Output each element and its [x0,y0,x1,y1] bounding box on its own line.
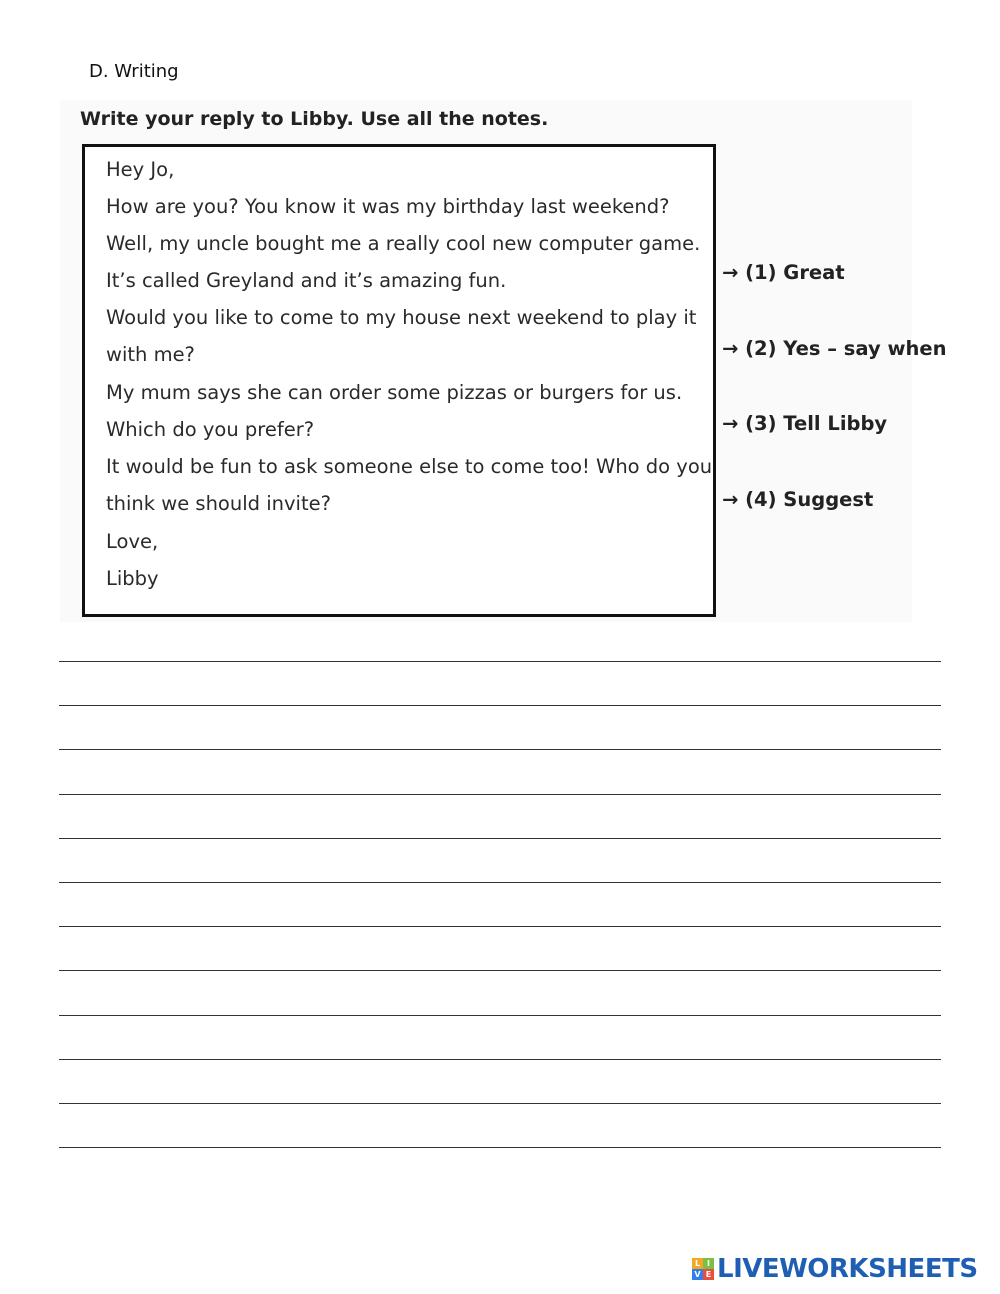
note-1: → (1) Great [722,261,845,284]
answer-line[interactable] [59,1147,941,1148]
letter-line: Hey Jo, [106,158,175,181]
answer-line[interactable] [59,1015,941,1016]
liveworksheets-logo [692,1255,978,1283]
letter-line: Would you like to come to my house next weekend to play it [106,306,697,329]
answer-line[interactable] [59,882,941,883]
letter-line: It would be fun to ask someone else to come too! Who do you [106,455,713,478]
answer-line[interactable] [59,1103,941,1104]
note-4: → (4) Suggest [722,488,874,511]
logo-tile: V [692,1269,703,1280]
letter-line: Libby [106,567,159,590]
answer-line[interactable] [59,970,941,971]
note-2: → (2) Yes – say when [722,337,947,360]
answer-line[interactable] [59,705,941,706]
task-instruction: Write your reply to Libby. Use all the notes. [80,108,549,130]
section-heading: D. Writing [89,61,179,82]
letter-line: think we should invite? [106,492,331,515]
letter-line: Well, my uncle bought me a really cool new computer game. [106,232,701,255]
logo-tile: L [692,1258,703,1269]
letter-line: My mum says she can order some pizzas or burgers for us. [106,381,683,404]
answer-line[interactable] [59,1059,941,1060]
logo-tile: E [703,1269,714,1280]
letter-line: Love, [106,530,159,553]
letter-line: Which do you prefer? [106,418,315,441]
answer-line[interactable] [59,838,941,839]
letter-line: with me? [106,343,195,366]
answer-line[interactable] [59,794,941,795]
logo-tile: I [703,1258,714,1269]
letter-line: It’s called Greyland and it’s amazing fun. [106,269,507,292]
answer-line[interactable] [59,661,941,662]
note-3: → (3) Tell Libby [722,412,888,435]
live-logo-icon [692,1258,714,1280]
answer-line[interactable] [59,926,941,927]
brand-wordmark: LIVEWORKSHEETS [717,1254,978,1284]
answer-line[interactable] [59,749,941,750]
letter-line: How are you? You know it was my birthday last weekend? [106,195,670,218]
